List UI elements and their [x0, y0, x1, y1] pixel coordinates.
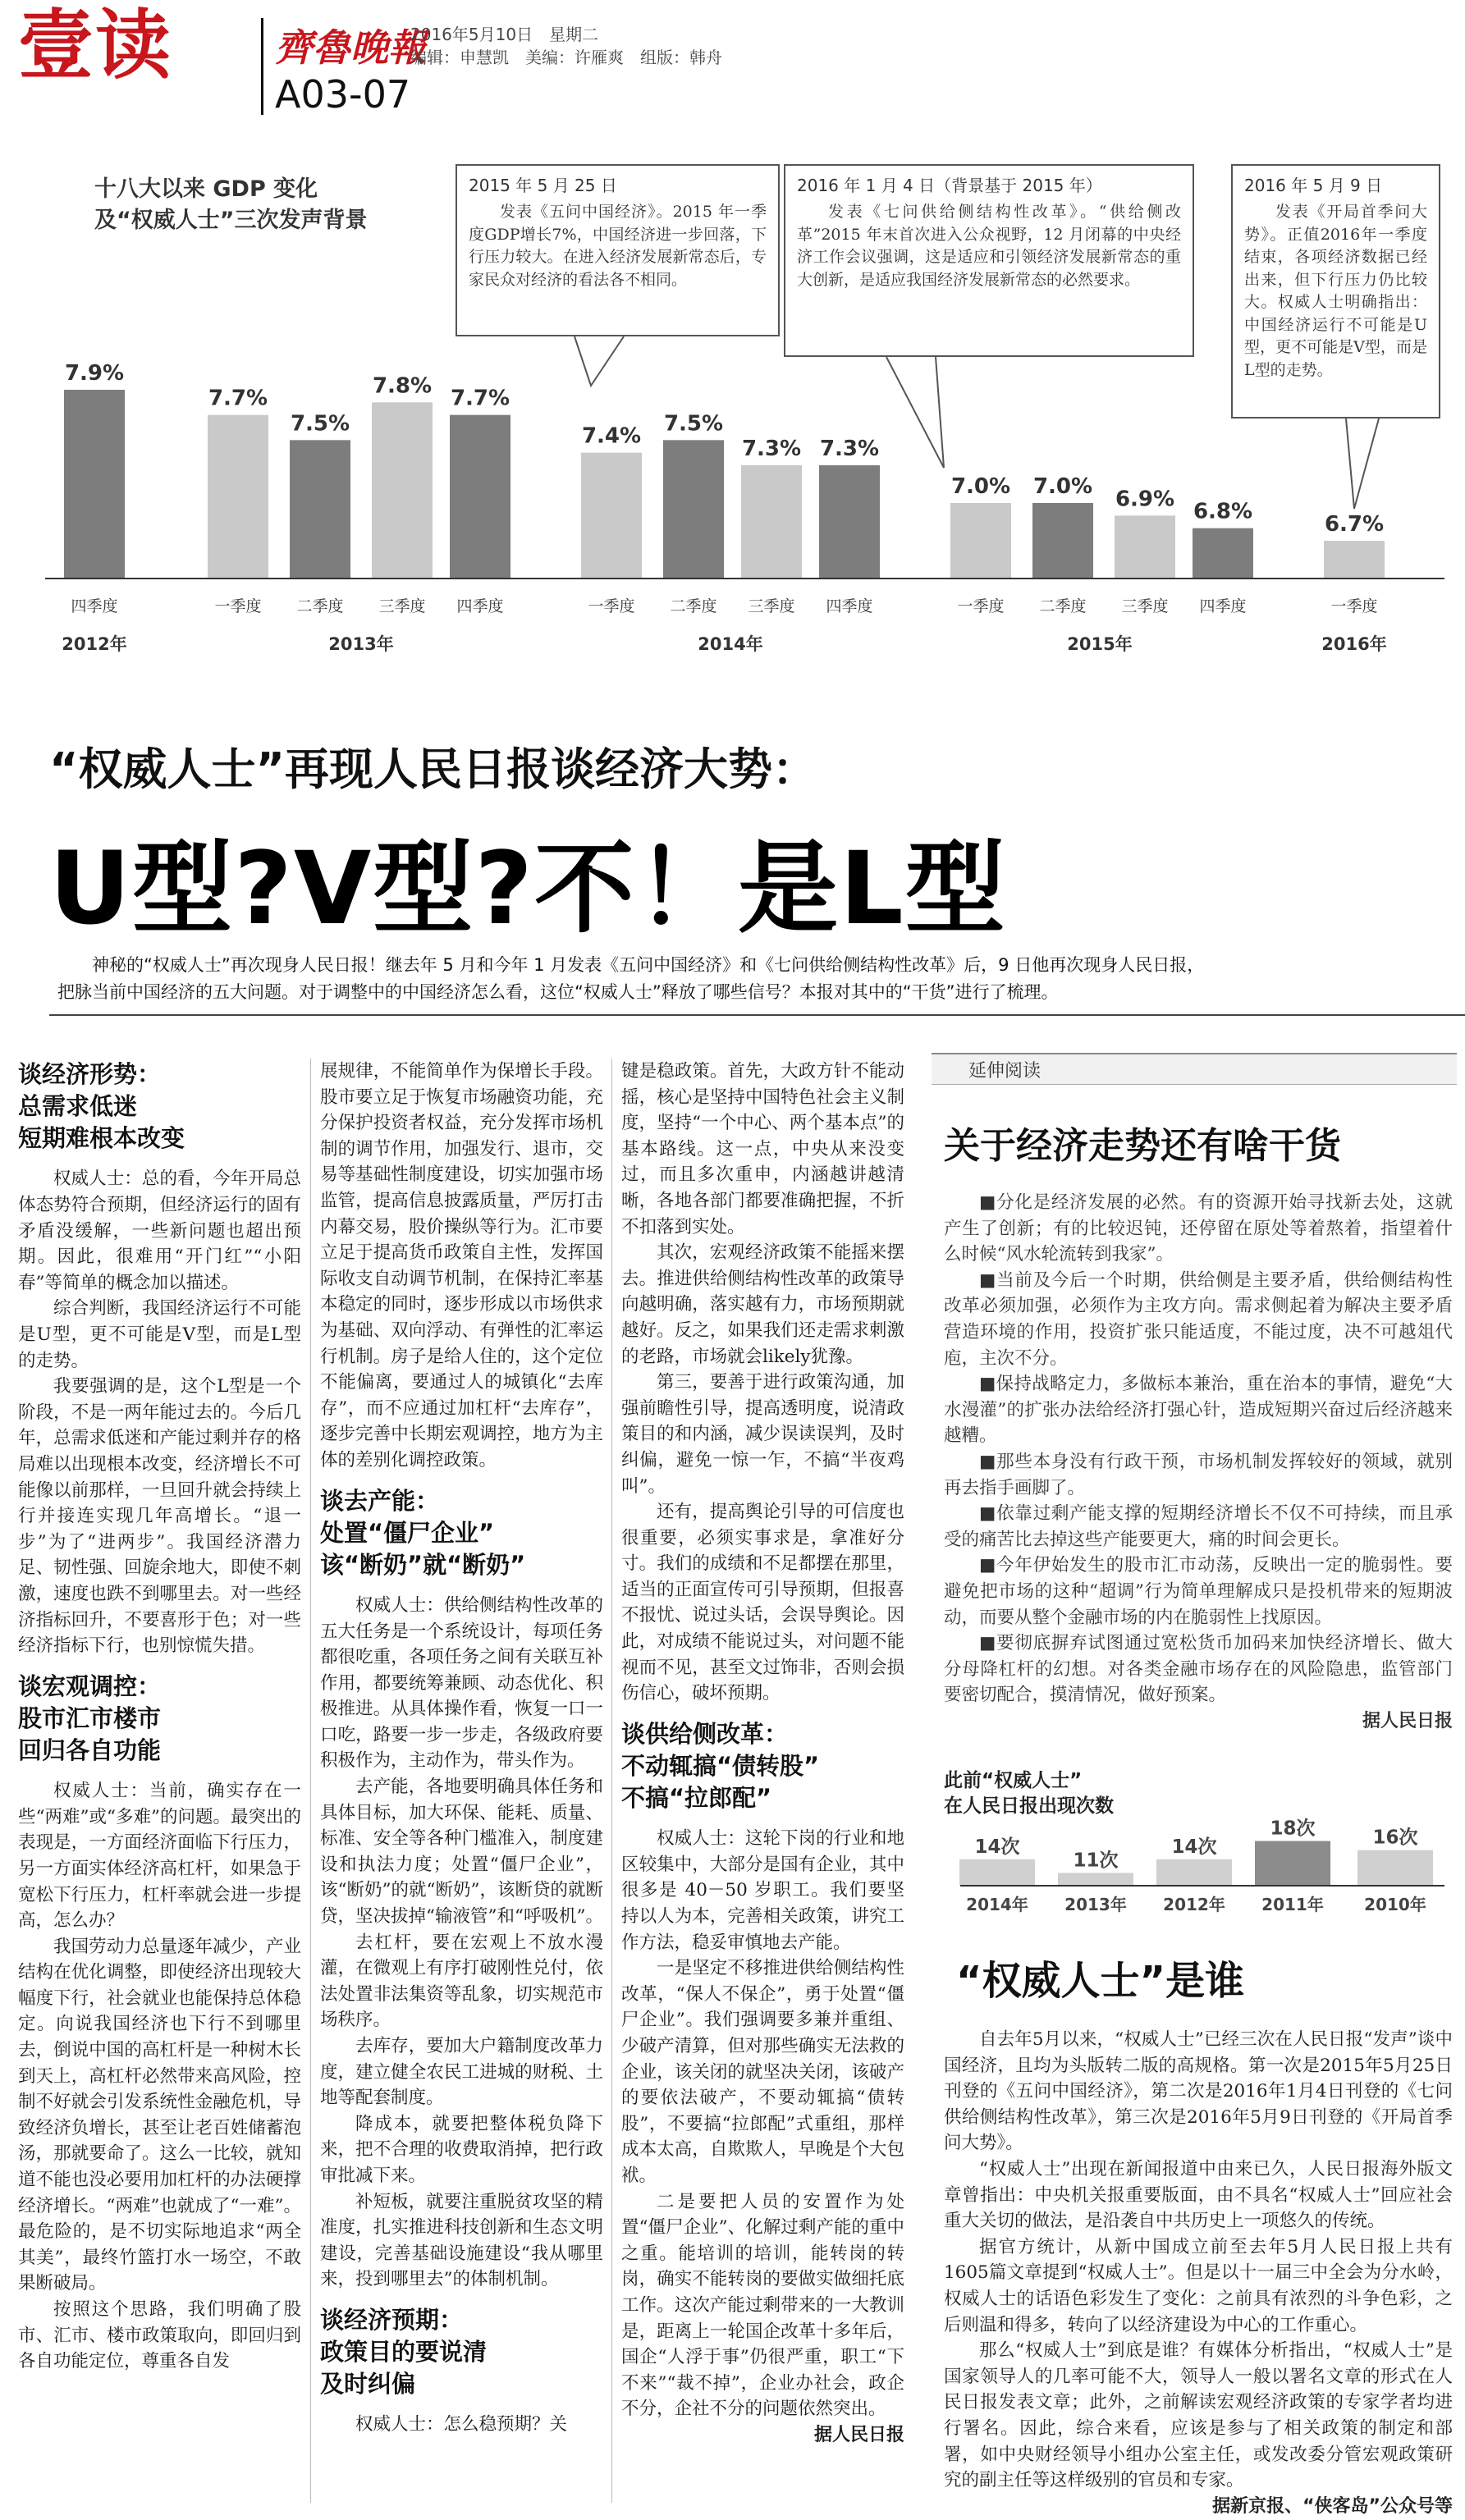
paragraph: 一是坚定不移推进供给侧结构性改革，“保人不保企”，勇于处置“僵尸企业”。我们强调要多兼并重组、少破产清算，但对那些确实无法救的企业，该关闭的就坚决关闭，该破产的要依法破产，不要动辄搞“债转股”，不要搞“拉郎配”式重组，那样成本太高，自欺欺人，早晚是个大包袱。	[621, 1958, 904, 2186]
count-bar	[1058, 1873, 1133, 1886]
gdp-bar	[581, 453, 642, 579]
subhead-line: 短期难根本改变	[18, 1124, 185, 1153]
gdp-bar	[1115, 515, 1175, 579]
paragraph: 还有，提高舆论引导的可信度也很重要，必须实事求是，拿准好分寸。我们的成绩和不足都摆在那里，适当的正面宣传可引导预期，但报喜不报忧、说过头话，会误导舆论。因此，对成绩不能说过头，对问题不能视而不见，甚至文过饰非，否则会损伤信心，破坏预期。	[621, 1502, 904, 1704]
gdp-bar	[1324, 541, 1385, 579]
count-chart-title-line: 在人民日报出现次数	[944, 1795, 1114, 1818]
paragraph: 按照这个思路，我们明确了股市、汇市、楼市政策取向，即回归到各自功能定位，尊重各自发	[18, 2299, 301, 2372]
subhead-line: 不动辄搞“债转股”	[621, 1751, 820, 1780]
column-rule	[611, 1059, 612, 2503]
paragraph: 第三，要善于进行政策沟通，加强前瞻性引导，提高透明度，说清政策目的和内涵，减少误读误判，及时纠偏，避免一惊一乍，不搞“半夜鸡叫”。	[621, 1372, 904, 1497]
paragraph: 我国劳动力总量逐年减少，产业结构在优化调整，即使经济出现较大幅度下行，社会就业也能保持总体稳定。向说我国经济也下行不到哪里去，倒说中国的高杠杆是一种树木长到天上，高杠杆必然带来高风险，控制不好就会引发系统性金融危机，导致经济负增长，甚至让老百姓储蓄泡汤，那就要命了。这么一比较，就知道不能也没必要用加杠杆的办法硬撑经济增长。“两难”也就成了“一难”。最危险的，是不切实际地追求“两全其美”，最终竹篮打水一场空，不敢果断破局。	[18, 1936, 301, 2294]
sidebar-headline: 关于经济走势还有啥干货	[944, 1125, 1341, 1167]
gdp-value-label: 7.7%	[450, 386, 510, 411]
gdp-chart	[0, 0, 1465, 681]
gdp-quarter-label: 四季度	[71, 597, 118, 615]
count-bar	[1156, 1859, 1232, 1886]
gdp-bar	[950, 503, 1011, 579]
subhead-line: 谈经济预期：	[320, 2305, 464, 2334]
sidebar-item: ■保持战略定力，多做标本兼治，重在治本的事情，避免“大水漫灌”的扩张办法给经济打强心针，造成短期兴奋过后经济越来越糟。	[944, 1374, 1453, 1447]
subhead-economy	[18, 1059, 301, 1155]
paragraph: 我要强调的是，这个L型是一个阶段，不是一两年能过去的。今后几年，总需求低迷和产能过剩并存的格局难以出现根本改变，经济增长不可能像以前那样，一旦回升就会持续上行并接连实现几年高增长。“退一步”为了“进两步”。我国经济潜力足、韧性强、回旋余地大，即使不刺激，速度也跌不到哪里去。对一些经济指标回升，不要喜形于色；对一些经济指标下行，也别惊慌失措。	[18, 1376, 301, 1657]
gdp-value-label: 7.5%	[290, 411, 350, 437]
newspaper-name: 齊魯晚報	[275, 25, 426, 70]
count-value-label: 14次	[974, 1836, 1020, 1858]
paragraph: 综合判断，我国经济运行不可能是U型，更不可能是V型，而是L型的走势。	[18, 1298, 301, 1371]
callout-date: 2016 年 1 月 4 日（背景基于 2015 年）	[797, 176, 1102, 195]
gdp-bar	[64, 390, 125, 579]
gdp-bar	[208, 415, 268, 579]
subhead-line: 谈供给侧改革：	[621, 1719, 789, 1748]
count-year-label: 2010年	[1364, 1895, 1426, 1914]
subhead-capacity	[320, 1485, 603, 1581]
sidebar-item: ■要彻底摒弃试图通过宽松货币加码来加快经济增长、做大分母降杠杆的幻想。对各类金融市场存在的风险隐患，监管部门要密切配合，摸清情况，做好预案。	[944, 1633, 1453, 1706]
sidebar-body	[944, 1190, 1453, 1735]
gdp-quarter-label: 四季度	[456, 597, 504, 615]
paragraph: 键是稳政策。首先，大政方针不能动摇，核心是坚持中国特色社会主义制度，坚持“一个中心、两个基本点”的基本路线。这一点，中央从来没变过，而且多次重申，内涵越讲越清晰，各地各部门都要准确把握，不折不扣落到实处。	[621, 1061, 904, 1237]
gdp-quarter-label: 一季度	[588, 597, 635, 615]
subhead-line: 及时纠偏	[320, 2370, 416, 2399]
gdp-year-label: 2012年	[62, 634, 127, 654]
who-headline: “权威人士”是谁	[956, 1958, 1245, 2004]
gdp-bar	[1193, 528, 1253, 579]
main-headline: U型?V型?不！是L型	[49, 830, 1007, 947]
article-column-3	[621, 1059, 904, 2449]
count-bar	[959, 1859, 1035, 1886]
paragraph: 权威人士：这轮下岗的行业和地区较集中，大部分是国有企业，其中很多是 40－50 岁职工。我们要坚持以人为本，完善相关政策，讲究工作方法，稳妥审慎地去产能。	[621, 1828, 904, 1953]
subhead-line: 谈经济形势：	[18, 1060, 162, 1088]
gdp-bar	[372, 402, 433, 579]
subhead-expectation	[320, 2304, 603, 2400]
lead-rule	[49, 1014, 1465, 1016]
paragraph: 去库存，要加大户籍制度改革力度，建立健全农民工进城的财税、土地等配套制度。	[320, 2036, 603, 2109]
gdp-bar	[1032, 503, 1093, 579]
sidebar-item: ■今年伊始发生的股市汇市动荡，反映出一定的脆弱性。要避免把市场的这种“超调”行为简单理解成只是投机带来的短期波动，而要从整个金融市场的内在脆弱性上找原因。	[944, 1555, 1453, 1628]
gdp-quarter-label: 三季度	[378, 597, 426, 615]
gdp-value-label: 7.9%	[64, 361, 125, 386]
sidebar-item: ■当前及今后一个时期，供给侧是主要矛盾，供给侧结构性改革必须加强，必须作为主攻方向。需求侧起着为解决主要矛盾营造环境的作用，投资扩张只能适度，不能过度，决不可越俎代庖，主次不分。	[944, 1269, 1453, 1369]
who-body	[944, 2027, 1453, 2520]
paragraph: 其次，宏观经济政策不能摇来摆去。推进供给侧结构性改革的政策导向越明确，落实越有力，市场预期就越好。反之，如果我们还走需求刺激的老路，市场就会likely犹豫。	[621, 1242, 904, 1367]
gdp-value-label: 6.8%	[1193, 499, 1253, 524]
column-rule	[310, 1059, 311, 2503]
paragraph: 降成本，就要把整体税负降下来，把不合理的收费取消掉，把行政审批减下来。	[320, 2113, 603, 2186]
paragraph: “权威人士”出现在新闻报道中由来已久，人民日报海外版文章曾指出：中央机关报重要版面，由不具名“权威人士”回应社会重大关切的做法，是沿袭自中共历史上一项悠久的传统。	[944, 2158, 1453, 2232]
paragraph: 据官方统计，从新中国成立前至去年5月人民日报上共有1605篇文章提到“权威人士”。但是以十一届三中全会为分水岭，权威人士的话语色彩发生了变化：之前具有浓烈的斗争色彩，之后则温和得多，转向了以经济建设为中心的工作重心。	[944, 2236, 1453, 2335]
gdp-quarter-label: 二季度	[670, 597, 717, 615]
sidebar-byline: 据人民日报	[1362, 1710, 1453, 1731]
sidebar-tag: 延伸阅读	[968, 1061, 1042, 1082]
paragraph: 权威人士：怎么稳预期？关	[355, 2414, 568, 2435]
gdp-value-label: 7.8%	[372, 373, 433, 399]
gdp-value-label: 7.0%	[1032, 474, 1093, 499]
sidebar-tag-bar	[932, 1053, 1457, 1085]
gdp-quarter-label: 一季度	[1330, 597, 1378, 615]
subhead-line: 回归各自功能	[18, 1736, 162, 1764]
paragraph: 那么“权威人士”到底是谁？有媒体分析指出，“权威人士”是国家领导人的几率可能不大，领导人一般以署名文章的形式在人民日报发表文章；此外，之前解读宏观经济政策的专家学者均进行署名。因此，综合来看，应该是参与了相关政策的制定和部署，如中央财经领导小组办公室主任，或发改委分管宏观政策研究的副主任等这样级别的官员和专家。	[944, 2340, 1453, 2491]
gdp-quarter-label: 一季度	[214, 597, 262, 615]
count-year-label: 2011年	[1261, 1895, 1324, 1914]
gdp-value-label: 7.7%	[208, 386, 268, 411]
count-year-label: 2012年	[1163, 1895, 1225, 1914]
gdp-quarter-label: 三季度	[748, 597, 795, 615]
gdp-bar	[450, 415, 510, 579]
subhead-line: 该“断奶”就“断奶”	[320, 1550, 526, 1579]
sidebar-item: ■依靠过剩产能支撑的短期经济增长不仅不可持续，而且承受的痛苦比去掉这些产能要更大，痛的时间会更长。	[944, 1503, 1453, 1550]
callout-text: 发表《七问供给侧结构性改革》。“供给侧改革”2015 年末首次进入公众视野，12 月闭幕的中央经济工作会议强调，这是适应和引领经济发展新常态的重大创新，是适应我国经济发展新常态的必然要求。	[797, 203, 1181, 289]
count-year-label: 2013年	[1064, 1895, 1127, 1914]
paragraph: 自去年5月以来，“权威人士”已经三次在人民日报“发声”谈中国经济，且均为头版转二版的高规格。第一次是2015年5月25日刊登的《五问中国经济》，第二次是2016年1月4日刊登的《七问供给侧结构性改革》，第三次是2016年5月9日刊登的《开局首季问大势》。	[944, 2029, 1453, 2154]
count-value-label: 16次	[1372, 1827, 1418, 1849]
section-logo: 壹读	[18, 2, 173, 89]
subhead-line: 不搞“拉郎配”	[621, 1784, 772, 1813]
gdp-year-label: 2013年	[328, 634, 394, 654]
article-column-2	[320, 1059, 603, 2438]
paragraph: 权威人士：总的看，今年开局总体态势符合预期，但经济运行的固有矛盾没缓解，一些新问题也超出预期。因此，很难用“开门红”“小阳春”等简单的概念加以描述。	[18, 1169, 301, 1293]
count-value-label: 14次	[1171, 1836, 1217, 1858]
count-bar	[1255, 1841, 1330, 1886]
sidebar-item: ■分化是经济发展的必然。有的资源开始寻找新去处，这就产生了创新；有的比较迟钝，还停留在原处等着熬着，指望着什么时候“风水轮流转到我家”。	[944, 1192, 1453, 1265]
count-value-label: 11次	[1073, 1850, 1119, 1872]
count-chart-title-line: 此前“权威人士”	[944, 1770, 1083, 1791]
subhead-line: 总需求低迷	[18, 1092, 138, 1121]
paragraph: 展规律，不能简单作为保增长手段。股市要立足于恢复市场融资功能，充分保护投资者权益，充分发挥市场机制的调节作用，加强发行、退市，交易等基础性制度建设，切实加强市场监管，提高信息披露质量，严厉打击内幕交易，股价操纵等行为。汇市要立足于提高货币政策自主性，发挥国际收支自动调节机制，在保持汇率基本稳定的同时，逐步形成以市场供求为基础、双向浮动、有弹性的汇率运行机制。房子是给人住的，这个定位不能偏离，要通过人的城镇化“去库存”，而不应通过加杠杆“去库存”，逐步完善中长期宏观调控，地方为主体的差别化调控政策。	[320, 1061, 603, 1470]
gdp-value-label: 7.0%	[950, 474, 1011, 499]
gdp-quarter-label: 四季度	[826, 597, 873, 615]
gdp-chart-title-line1: 十八大以来 GDP 变化	[94, 176, 318, 202]
gdp-value-label: 7.5%	[663, 411, 724, 437]
count-value-label: 18次	[1270, 1818, 1316, 1840]
subhead-line: 股市汇市楼市	[18, 1704, 162, 1732]
paragraph: 权威人士：供给侧结构性改革的五大任务是一个系统设计，每项任务都很吃重，各项任务之间有关联互补作用，都要统筹兼顾、动态优化、积极推进。从具体操作看，恢复一口一口吃，路要一步一步走，各级政府要积极作为，主动作为，带头作为。	[320, 1594, 603, 1772]
who-byline: 据新京报、“侠客岛”公众号等	[1212, 2495, 1453, 2517]
date-line: 2016年5月10日 星期二	[410, 25, 599, 44]
count-bar	[1357, 1850, 1433, 1886]
gdp-quarter-label: 一季度	[957, 597, 1005, 615]
gdp-year-label: 2014年	[698, 634, 763, 654]
count-year-label: 2014年	[966, 1895, 1028, 1914]
headline-kicker: “权威人士”再现人民日报谈经济大势：	[49, 743, 817, 795]
gdp-value-label: 6.7%	[1324, 512, 1385, 537]
gdp-value-label: 7.4%	[581, 423, 642, 449]
gdp-quarter-label: 二季度	[1039, 597, 1087, 615]
article-column-1	[18, 1059, 301, 2375]
gdp-quarter-label: 三季度	[1121, 597, 1169, 615]
sidebar-item: ■那些本身没有行政干预，市场机制发挥较好的领域，就别再去指手画脚了。	[944, 1451, 1453, 1498]
gdp-year-label: 2016年	[1321, 634, 1387, 654]
gdp-quarter-label: 二季度	[296, 597, 344, 615]
gdp-quarter-label: 四季度	[1199, 597, 1247, 615]
page-number: A03-07	[275, 72, 411, 117]
article-byline: 据人民日报	[813, 2424, 904, 2445]
gdp-year-label: 2015年	[1067, 634, 1133, 654]
callout-date: 2016 年 5 月 9 日	[1244, 176, 1383, 195]
gdp-value-label: 6.9%	[1115, 487, 1175, 512]
gdp-value-label: 7.3%	[819, 437, 880, 461]
subhead-supply-side	[621, 1718, 904, 1814]
subhead-line: 谈宏观调控：	[18, 1672, 162, 1700]
subhead-line: 处置“僵尸企业”	[320, 1518, 495, 1547]
gdp-bar	[663, 440, 724, 579]
callout-text: 发表《开局首季问大势》。正值2016年一季度结束，各项经济数据已经出来，但下行压力仍比较大。权威人士明确指出：中国经济运行不可能是U型，更不可能是V型，而是L型的走势。	[1244, 203, 1427, 379]
paragraph: 补短板，就要注重脱贫攻坚的精准度，扎实推进科技创新和生态文明建设，完善基础设施建设“我从哪里来，投到哪里去”的体制机制。	[320, 2191, 603, 2290]
paragraph: 权威人士：当前，确实存在一些“两难”或“多难”的问题。最突出的表现是，一方面经济面临下行压力，另一方面实体经济高杠杆，如果急于宽松下行压力，杠杆率就会进一步提高，怎么办？	[18, 1781, 301, 1932]
callout-text: 发表《五问中国经济》。2015 年一季度GDP增长7%，中国经济进一步回落，下行压力较大。在进入经济发展新常态后，专家民众对经济的看法各不相同。	[469, 203, 767, 289]
gdp-bar	[290, 440, 350, 579]
gdp-chart-title-line2: 及“权威人士”三次发声背景	[94, 207, 368, 233]
gdp-bar	[741, 465, 802, 579]
subhead-macro	[18, 1671, 301, 1767]
callout-date: 2015 年 5 月 25 日	[469, 176, 617, 195]
paragraph: 去产能，各地要明确具体任务和具体目标，加大环保、能耗、质量、标准、安全等各种门槛准入，制度建设和执法力度；处置“僵尸企业”，该“断奶”的就“断奶”，该断贷的就断贷，坚决拔掉“输液管”和“呼吸机”。	[320, 1777, 603, 1928]
subhead-line: 谈去产能：	[320, 1486, 440, 1515]
paragraph: 二是要把人员的安置作为处置“僵尸企业”、化解过剩产能的重中之重。能培训的培训，能转岗的转岗，确实不能转岗的要做实做细托底工作。这次产能过剩带来的一大教训是，距离上一轮国企改革十多年后，国企“人浮于事”仍很严重，职工“下不来”“裁不掉”，企业办社会，政企不分，企社不分的问题依然突出。	[621, 2191, 904, 2420]
paragraph: 去杠杆，要在宏观上不放水漫灌，在微观上有序打破刚性兑付，依法处置非法集资等乱象，切实规范市场秩序。	[320, 1932, 603, 2031]
subhead-line: 政策目的要说清	[320, 2338, 488, 2367]
lead-paragraph: 神秘的“权威人士”再次现身人民日报！继去年 5 月和今年 1 月发表《五问中国经济》和《七问供给侧结构性改革》后，9 日他再次现身人民日报，把脉当前中国经济的五大问题。对于调整中的中国经济怎么看，这位“权威人士”释放了哪些信号？本报对其中的“干货”进行了梳理。	[57, 955, 1205, 1002]
staff-line: 编辑：申慧凯 美编：许雁爽 组版：韩舟	[410, 48, 722, 67]
gdp-bar	[819, 465, 880, 579]
count-chart	[936, 1740, 1461, 1920]
gdp-value-label: 7.3%	[741, 437, 802, 461]
